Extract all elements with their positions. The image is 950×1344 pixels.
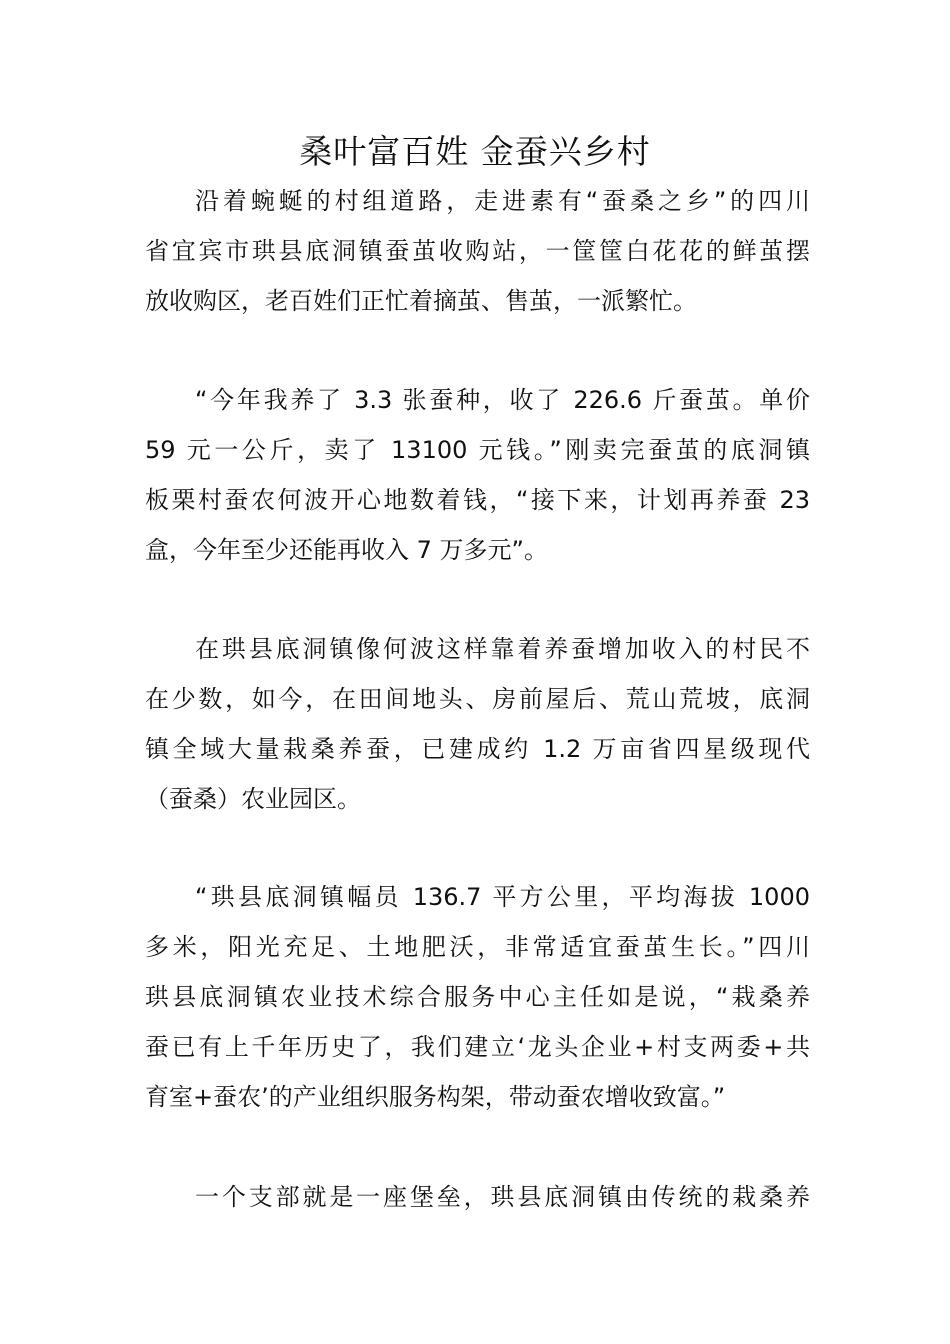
paragraph-line: 镇全域大量栽桑养蚕，已建成约 1.2 万亩省四星级现代	[145, 735, 810, 763]
paragraph-line: 放收购区，老百姓们正忙着摘茧、售茧，一派繁忙。	[145, 287, 697, 315]
paragraph-line: 多米，阳光充足、土地肥沃，非常适宜蚕茧生长。”四川	[145, 933, 810, 961]
paragraph-line: 盒，今年至少还能再收入 7 万多元”。	[145, 536, 548, 564]
paragraph-line: 在珙县底洞镇像何波这样靠着养蚕增加收入的村民不	[195, 635, 810, 663]
paragraph-line: 59 元一公斤，卖了 13100 元钱。”刚卖完蚕茧的底洞镇	[145, 436, 810, 464]
paragraph-line: 板栗村蚕农何波开心地数着钱，“接下来，计划再养蚕 23	[145, 486, 810, 514]
paragraph-line: “今年我养了 3.3 张蚕种，收了 226.6 斤蚕茧。单价	[195, 386, 810, 414]
paragraph-line: 蚕已有上千年历史了，我们建立‘龙头企业+村支两委+共	[145, 1033, 810, 1061]
page-title: 桑叶富百姓 金蚕兴乡村	[299, 132, 651, 171]
paragraph-line: “珙县底洞镇幅员 136.7 平方公里，平均海拔 1000	[195, 883, 810, 911]
paragraph-1	[145, 176, 810, 326]
paragraph-line: 育室+蚕农’的产业组织服务构架，带动蚕农增收致富。”	[145, 1083, 726, 1111]
paragraph-2	[145, 375, 810, 575]
paragraph-4	[145, 872, 810, 1122]
paragraph-3	[145, 624, 810, 824]
paragraph-line: 沿着蜿蜒的村组道路，走进素有“蚕桑之乡”的四川	[195, 187, 810, 215]
paragraph-line: 一个支部就是一座堡垒，珙县底洞镇由传统的栽桑养	[195, 1183, 810, 1211]
paragraph-line: 在少数，如今，在田间地头、房前屋后、荒山荒坡，底洞	[145, 685, 810, 713]
paragraph-5	[145, 1172, 810, 1222]
paragraph-line: 省宜宾市珙县底洞镇蚕茧收购站，一筐筐白花花的鲜茧摆	[145, 237, 810, 265]
paragraph-line: 珙县底洞镇农业技术综合服务中心主任如是说，“栽桑养	[145, 983, 810, 1011]
paragraph-line: （蚕桑）农业园区。	[145, 785, 361, 813]
